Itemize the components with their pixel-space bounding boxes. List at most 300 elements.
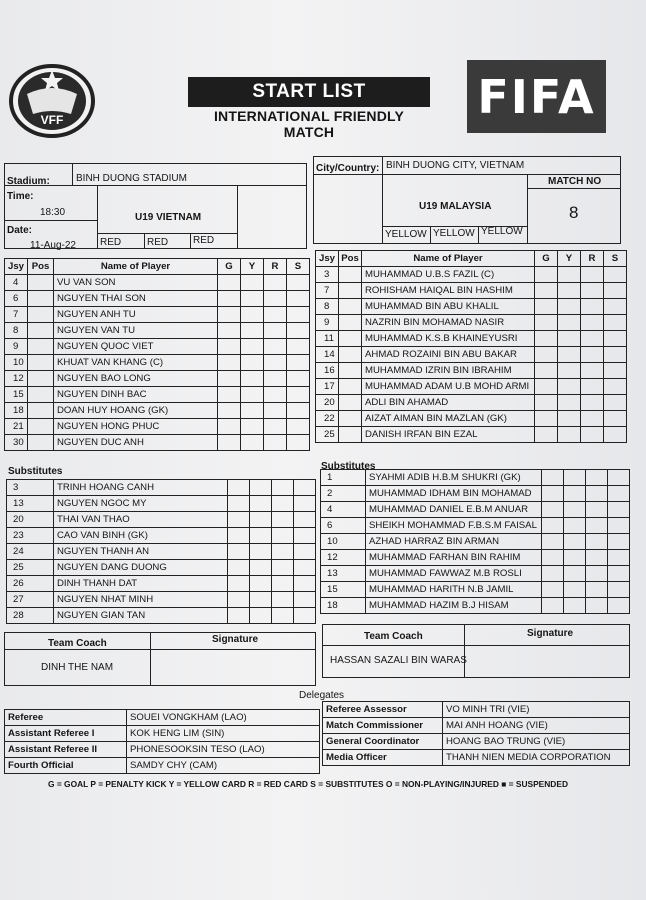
goal-cell xyxy=(218,387,241,403)
match-no-value: 8 xyxy=(569,203,579,222)
red-cell xyxy=(586,518,608,534)
col-r: R xyxy=(264,259,287,275)
position-cell xyxy=(339,283,362,299)
goal-cell xyxy=(535,331,558,347)
table-row xyxy=(321,470,630,486)
jersey-number: 8 xyxy=(316,299,339,315)
jersey-number: 27 xyxy=(7,592,54,608)
away-signature-label: Signature xyxy=(527,628,574,639)
goal-cell xyxy=(218,291,241,307)
sub-cell xyxy=(287,387,310,403)
jersey-number: 16 xyxy=(316,363,339,379)
red-cell xyxy=(264,435,287,451)
goal-cell xyxy=(542,598,564,614)
yellow-cell xyxy=(250,608,272,624)
official-role: Match Commissioner xyxy=(323,718,443,734)
table-row xyxy=(5,339,310,355)
position-cell xyxy=(28,323,54,339)
table-row xyxy=(5,726,320,742)
official-name: KOK HENG LIM (SIN) xyxy=(127,726,320,742)
red-cell xyxy=(272,560,294,576)
table-row xyxy=(321,534,630,550)
official-role: Referee Assessor xyxy=(323,702,443,718)
player-name: CAO VAN BINH (GK) xyxy=(54,528,228,544)
sub-cell xyxy=(608,582,630,598)
jersey-number: 9 xyxy=(316,315,339,331)
table-row xyxy=(5,275,310,291)
position-cell xyxy=(339,411,362,427)
player-name: NGUYEN NHAT MINH xyxy=(54,592,228,608)
col-s: S xyxy=(604,251,627,267)
sub-cell xyxy=(604,267,627,283)
city-value: BINH DUONG CITY, VIETNAM xyxy=(386,160,525,171)
yellow-cell xyxy=(558,411,581,427)
yellow-cell xyxy=(558,267,581,283)
sub-cell xyxy=(608,470,630,486)
player-name: TRINH HOANG CANH xyxy=(54,480,228,496)
table-row xyxy=(5,355,310,371)
jersey-number: 20 xyxy=(7,512,54,528)
stadium-value: BINH DUONG STADIUM xyxy=(76,173,187,184)
col-name: Name of Player xyxy=(54,259,218,275)
sub-cell xyxy=(608,518,630,534)
sub-cell xyxy=(287,435,310,451)
player-name: AZHAD HARRAZ BIN ARMAN xyxy=(366,534,542,550)
jersey-number: 2 xyxy=(321,486,366,502)
player-name: NGUYEN NGOC MY xyxy=(54,496,228,512)
home-color-2: RED xyxy=(147,237,169,248)
official-role: Referee xyxy=(5,710,127,726)
fifa-logo: FIFA xyxy=(467,60,606,133)
sub-cell xyxy=(604,331,627,347)
away-coach-name: HASSAN SAZALI BIN WARAS xyxy=(330,655,467,666)
sub-cell xyxy=(608,550,630,566)
red-cell xyxy=(581,331,604,347)
red-cell xyxy=(586,502,608,518)
yellow-cell xyxy=(250,528,272,544)
table-row xyxy=(7,544,316,560)
table-row xyxy=(323,702,630,718)
player-name: NGUYEN DUC ANH xyxy=(54,435,218,451)
goal-cell xyxy=(218,371,241,387)
red-cell xyxy=(272,544,294,560)
home-coach-label: Team Coach xyxy=(48,638,107,649)
date-label: Date: xyxy=(7,225,33,236)
sub-cell xyxy=(294,560,316,576)
player-name: MUHAMMAD HARITH N.B JAMIL xyxy=(366,582,542,598)
sub-cell xyxy=(608,502,630,518)
yellow-cell xyxy=(558,363,581,379)
yellow-cell xyxy=(558,283,581,299)
jersey-number: 6 xyxy=(5,291,28,307)
player-name: SYAHMI ADIB H.B.M SHUKRI (GK) xyxy=(366,470,542,486)
away-coach-label: Team Coach xyxy=(364,631,423,642)
yellow-cell xyxy=(250,480,272,496)
red-cell xyxy=(586,470,608,486)
jersey-number: 25 xyxy=(316,427,339,443)
player-name: ADLI BIN AHAMAD xyxy=(362,395,535,411)
col-g: G xyxy=(535,251,558,267)
official-name: SOUEI VONGKHAM (LAO) xyxy=(127,710,320,726)
jersey-number: 30 xyxy=(5,435,28,451)
player-name: NGUYEN HONG PHUC xyxy=(54,419,218,435)
player-name: DINH THANH DAT xyxy=(54,576,228,592)
officials-right-table xyxy=(322,701,630,766)
table-row xyxy=(316,363,627,379)
sub-cell xyxy=(287,371,310,387)
jersey-number: 28 xyxy=(7,608,54,624)
sub-cell xyxy=(604,315,627,331)
yellow-cell xyxy=(250,560,272,576)
yellow-cell xyxy=(241,275,264,291)
player-name: AHMAD ROZAINI BIN ABU BAKAR xyxy=(362,347,535,363)
sub-cell xyxy=(287,355,310,371)
table-row xyxy=(321,486,630,502)
goal-cell xyxy=(218,435,241,451)
stadium-label: Stadium: xyxy=(7,176,50,187)
goal-cell xyxy=(535,283,558,299)
player-name: AIZAT AIMAN BIN MAZLAN (GK) xyxy=(362,411,535,427)
red-cell xyxy=(264,371,287,387)
player-name: SHEIKH MOHAMMAD F.B.S.M FAISAL xyxy=(366,518,542,534)
goal-cell xyxy=(228,560,250,576)
goal-cell xyxy=(228,480,250,496)
player-name: NGUYEN THANH AN xyxy=(54,544,228,560)
table-row xyxy=(323,734,630,750)
player-name: MUHAMMAD ADAM U.B MOHD ARMI xyxy=(362,379,535,395)
sub-cell xyxy=(604,347,627,363)
red-cell xyxy=(264,307,287,323)
official-name: PHONESOOKSIN TESO (LAO) xyxy=(127,742,320,758)
player-name: MUHAMMAD DANIEL E.B.M ANUAR xyxy=(366,502,542,518)
official-role: Fourth Official xyxy=(5,758,127,774)
sub-cell xyxy=(287,403,310,419)
player-name: KHUAT VAN KHANG (C) xyxy=(54,355,218,371)
jersey-number: 7 xyxy=(5,307,28,323)
home-signature-label: Signature xyxy=(212,634,259,645)
goal-cell xyxy=(542,518,564,534)
goal-cell xyxy=(542,470,564,486)
yellow-cell xyxy=(558,315,581,331)
player-name: MUHAMMAD HAZIM B.J HISAM xyxy=(366,598,542,614)
player-name: MUHAMMAD K.S.B KHAINEYUSRI xyxy=(362,331,535,347)
red-cell xyxy=(586,582,608,598)
table-row xyxy=(7,592,316,608)
red-cell xyxy=(272,528,294,544)
player-name: NGUYEN QUOC VIET xyxy=(54,339,218,355)
jersey-number: 3 xyxy=(7,480,54,496)
jersey-number: 9 xyxy=(5,339,28,355)
player-name: NGUYEN BAO LONG xyxy=(54,371,218,387)
table-row xyxy=(321,518,630,534)
yellow-cell xyxy=(558,347,581,363)
goal-cell xyxy=(535,299,558,315)
goal-cell xyxy=(218,419,241,435)
official-name: SAMDY CHY (CAM) xyxy=(127,758,320,774)
time-value: 18:30 xyxy=(40,207,66,218)
table-row xyxy=(5,758,320,774)
away-team-name: U19 MALAYSIA xyxy=(419,201,492,212)
sub-cell xyxy=(294,608,316,624)
table-row xyxy=(7,496,316,512)
player-name: VU VAN SON xyxy=(54,275,218,291)
sub-cell xyxy=(287,291,310,307)
official-role: General Coordinator xyxy=(323,734,443,750)
away-subs-label: Substitutes xyxy=(321,461,376,472)
sub-cell xyxy=(608,598,630,614)
player-name: NAZRIN BIN MOHAMAD NASIR xyxy=(362,315,535,331)
home-subs-label: Substitutes xyxy=(8,466,63,477)
col-s: S xyxy=(287,259,310,275)
table-row xyxy=(316,315,627,331)
jersey-number: 25 xyxy=(7,560,54,576)
sub-cell xyxy=(294,496,316,512)
yellow-cell xyxy=(558,395,581,411)
red-cell xyxy=(272,576,294,592)
jersey-number: 14 xyxy=(316,347,339,363)
red-cell xyxy=(264,323,287,339)
sub-cell xyxy=(604,379,627,395)
red-cell xyxy=(264,275,287,291)
table-row xyxy=(316,347,627,363)
table-row xyxy=(323,718,630,734)
yellow-cell xyxy=(558,379,581,395)
sub-cell xyxy=(287,275,310,291)
jersey-number: 13 xyxy=(7,496,54,512)
goal-cell xyxy=(228,608,250,624)
yellow-cell xyxy=(564,550,586,566)
red-cell xyxy=(581,267,604,283)
red-cell xyxy=(581,379,604,395)
goal-cell xyxy=(218,355,241,371)
red-cell xyxy=(264,291,287,307)
sub-cell xyxy=(287,323,310,339)
home-color-1: RED xyxy=(100,237,122,248)
position-cell xyxy=(339,363,362,379)
position-cell xyxy=(339,395,362,411)
goal-cell xyxy=(542,582,564,598)
vff-logo-text: VFF xyxy=(40,113,64,127)
table-row xyxy=(7,576,316,592)
official-name: MAI ANH HOANG (VIE) xyxy=(443,718,630,734)
player-name: NGUYEN DINH BAC xyxy=(54,387,218,403)
red-cell xyxy=(586,534,608,550)
red-cell xyxy=(581,411,604,427)
page-title: START LIST xyxy=(188,77,430,107)
yellow-cell xyxy=(564,598,586,614)
sub-cell xyxy=(294,592,316,608)
table-row xyxy=(5,291,310,307)
jersey-number: 13 xyxy=(321,566,366,582)
city-label: City/Country: xyxy=(316,163,380,174)
red-cell xyxy=(581,283,604,299)
jersey-number: 12 xyxy=(5,371,28,387)
jersey-number: 21 xyxy=(5,419,28,435)
position-cell xyxy=(28,371,54,387)
col-r: R xyxy=(581,251,604,267)
table-row xyxy=(316,395,627,411)
player-name: DANISH IRFAN BIN EZAL xyxy=(362,427,535,443)
sub-cell xyxy=(294,576,316,592)
jersey-number: 23 xyxy=(7,528,54,544)
player-name: NGUYEN GIAN TAN xyxy=(54,608,228,624)
position-cell xyxy=(339,347,362,363)
yellow-cell xyxy=(250,544,272,560)
table-row xyxy=(316,267,627,283)
goal-cell xyxy=(542,550,564,566)
official-role: Assistant Referee II xyxy=(5,742,127,758)
table-row xyxy=(316,411,627,427)
home-subs-table xyxy=(6,479,316,624)
jersey-number: 10 xyxy=(5,355,28,371)
yellow-cell xyxy=(558,427,581,443)
sub-cell xyxy=(604,427,627,443)
yellow-cell xyxy=(250,576,272,592)
yellow-cell xyxy=(564,502,586,518)
jersey-number: 22 xyxy=(316,411,339,427)
jersey-number: 4 xyxy=(321,502,366,518)
officials-left-table xyxy=(4,709,320,774)
position-cell xyxy=(28,307,54,323)
jersey-number: 18 xyxy=(321,598,366,614)
yellow-cell xyxy=(564,518,586,534)
jersey-number: 18 xyxy=(5,403,28,419)
goal-cell xyxy=(535,427,558,443)
sub-cell xyxy=(604,283,627,299)
yellow-cell xyxy=(241,323,264,339)
player-name: MUHAMMAD U.B.S FAZIL (C) xyxy=(362,267,535,283)
sub-cell xyxy=(608,534,630,550)
player-name: THAI VAN THAO xyxy=(54,512,228,528)
goal-cell xyxy=(542,502,564,518)
red-cell xyxy=(581,347,604,363)
red-cell xyxy=(581,427,604,443)
table-row xyxy=(7,512,316,528)
goal-cell xyxy=(535,363,558,379)
goal-cell xyxy=(218,275,241,291)
jersey-number: 1 xyxy=(321,470,366,486)
yellow-cell xyxy=(250,512,272,528)
player-name: MUHAMMAD IZRIN BIN IBRAHIM xyxy=(362,363,535,379)
jersey-number: 6 xyxy=(321,518,366,534)
table-row xyxy=(5,435,310,451)
player-name: MUHAMMAD FAWWAZ M.B ROSLI xyxy=(366,566,542,582)
yellow-cell xyxy=(558,331,581,347)
table-row xyxy=(321,598,630,614)
player-name: NGUYEN THAI SON xyxy=(54,291,218,307)
table-row xyxy=(5,403,310,419)
goal-cell xyxy=(228,592,250,608)
yellow-cell xyxy=(241,339,264,355)
yellow-cell xyxy=(250,496,272,512)
time-label: Time: xyxy=(7,191,34,202)
table-row xyxy=(316,331,627,347)
jersey-number: 15 xyxy=(5,387,28,403)
yellow-cell xyxy=(241,403,264,419)
table-row xyxy=(7,560,316,576)
player-name: NGUYEN ANH TU xyxy=(54,307,218,323)
position-cell xyxy=(28,291,54,307)
away-color-1: YELLOW xyxy=(385,229,427,240)
home-starters-table xyxy=(4,258,310,451)
col-g: G xyxy=(218,259,241,275)
position-cell xyxy=(28,387,54,403)
red-cell xyxy=(586,550,608,566)
delegates-label: Delegates xyxy=(299,690,345,701)
yellow-cell xyxy=(241,355,264,371)
position-cell xyxy=(28,355,54,371)
player-name: DOAN HUY HOANG (GK) xyxy=(54,403,218,419)
table-row xyxy=(7,480,316,496)
goal-cell xyxy=(228,544,250,560)
table-row xyxy=(316,427,627,443)
home-team-name: U19 VIETNAM xyxy=(135,212,202,223)
yellow-cell xyxy=(241,387,264,403)
table-row xyxy=(5,710,320,726)
col-y: Y xyxy=(558,251,581,267)
player-name: NGUYEN VAN TU xyxy=(54,323,218,339)
position-cell xyxy=(28,275,54,291)
yellow-cell xyxy=(564,486,586,502)
yellow-cell xyxy=(250,592,272,608)
col-name: Name of Player xyxy=(362,251,535,267)
col-jsy: Jsy xyxy=(5,259,28,275)
goal-cell xyxy=(535,347,558,363)
position-cell xyxy=(28,403,54,419)
col-pos: Pos xyxy=(339,251,362,267)
vff-logo xyxy=(9,64,95,138)
sub-cell xyxy=(294,528,316,544)
goal-cell xyxy=(218,403,241,419)
table-row xyxy=(7,528,316,544)
position-cell xyxy=(339,315,362,331)
table-row xyxy=(316,283,627,299)
goal-cell xyxy=(535,379,558,395)
red-cell xyxy=(264,419,287,435)
sub-cell xyxy=(287,419,310,435)
position-cell xyxy=(339,379,362,395)
jersey-number: 24 xyxy=(7,544,54,560)
goal-cell xyxy=(218,307,241,323)
sub-cell xyxy=(604,299,627,315)
sub-cell xyxy=(294,512,316,528)
goal-cell xyxy=(535,411,558,427)
jersey-number: 8 xyxy=(5,323,28,339)
table-row xyxy=(321,550,630,566)
table-row xyxy=(323,750,630,766)
table-row xyxy=(5,387,310,403)
yellow-cell xyxy=(241,435,264,451)
jersey-number: 4 xyxy=(5,275,28,291)
jersey-number: 26 xyxy=(7,576,54,592)
goal-cell xyxy=(542,486,564,502)
red-cell xyxy=(581,315,604,331)
table-row xyxy=(321,502,630,518)
red-cell xyxy=(581,299,604,315)
table-row xyxy=(5,307,310,323)
red-cell xyxy=(586,598,608,614)
goal-cell xyxy=(228,576,250,592)
official-name: VO MINH TRI (VIE) xyxy=(443,702,630,718)
table-row xyxy=(5,742,320,758)
jersey-number: 3 xyxy=(316,267,339,283)
away-color-2: YELLOW xyxy=(433,228,475,239)
col-y: Y xyxy=(241,259,264,275)
goal-cell xyxy=(218,323,241,339)
col-jsy: Jsy xyxy=(316,251,339,267)
goal-cell xyxy=(535,267,558,283)
goal-cell xyxy=(218,339,241,355)
